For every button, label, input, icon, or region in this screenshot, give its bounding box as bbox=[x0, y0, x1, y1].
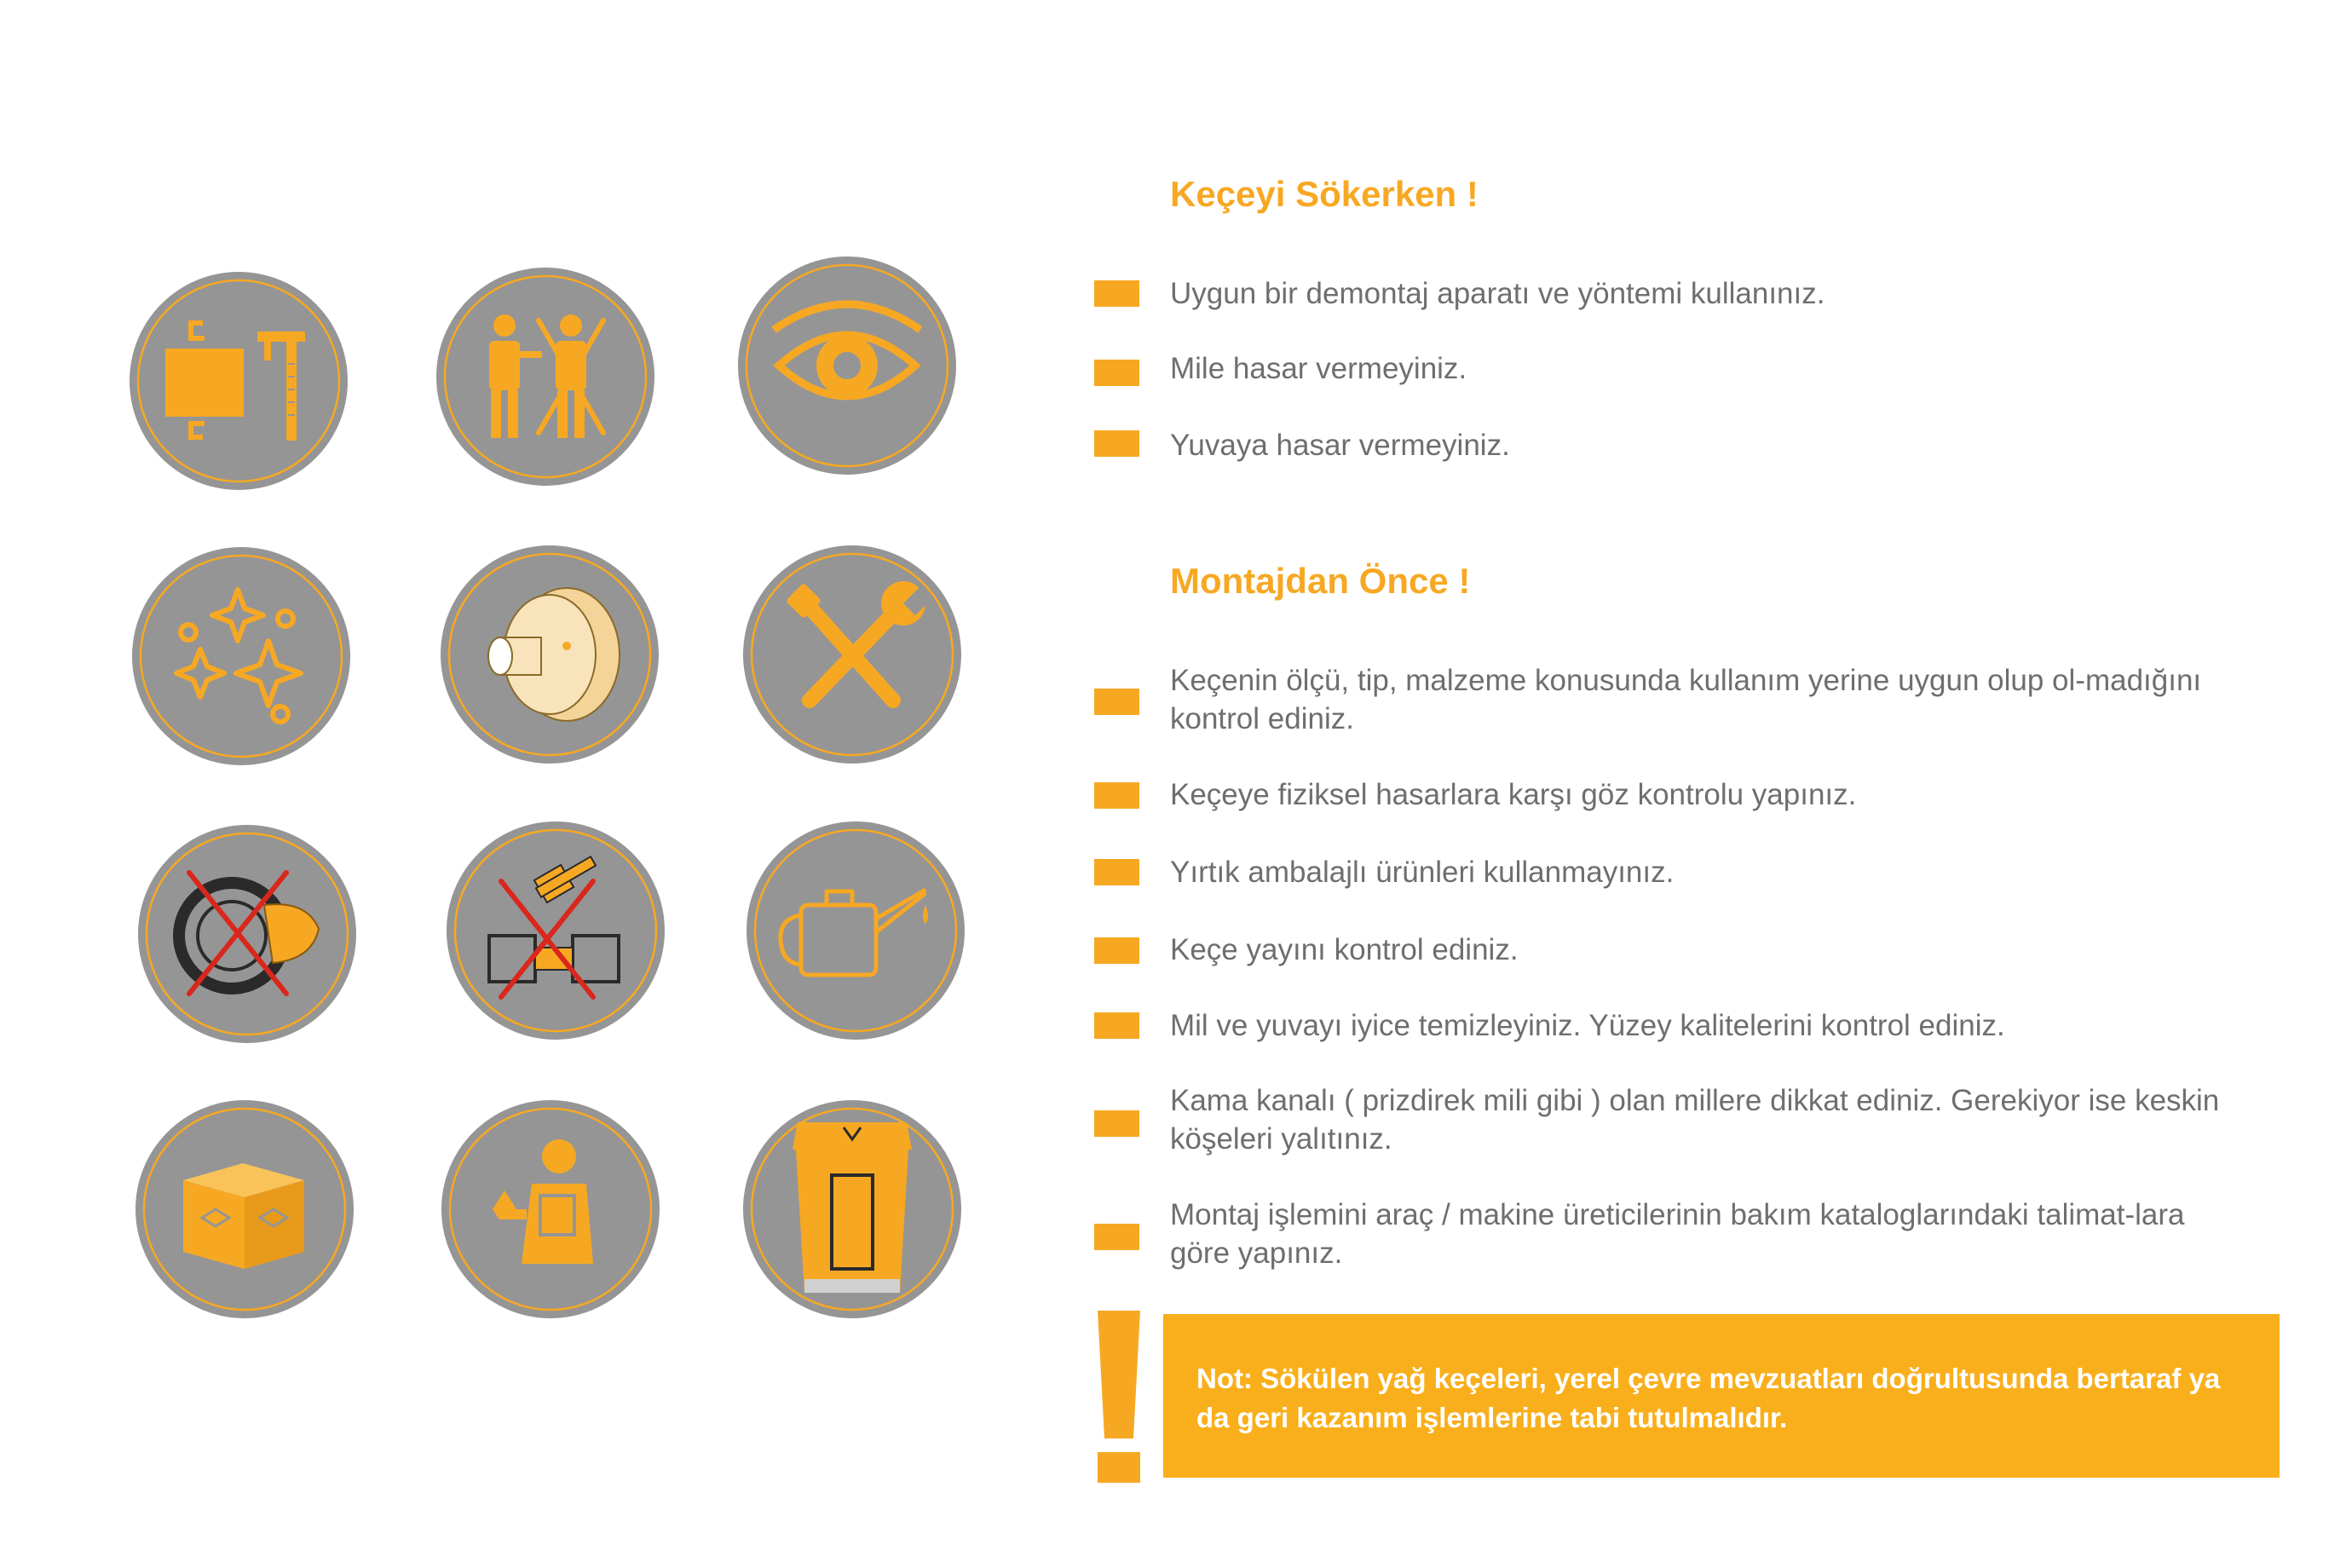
section-title-dismantling: Keçeyi Sökerken ! bbox=[1170, 174, 1479, 214]
tools-icon bbox=[741, 544, 963, 765]
list-item-text: Keçe yayını kontrol ediniz. bbox=[1170, 933, 1519, 966]
seal-component-icon bbox=[439, 544, 660, 765]
list-item-text: Mil ve yuvayı iyice temizleyiniz. Yüzey kalitelerini kontrol ediniz. bbox=[1170, 1009, 2005, 1042]
measure-parts-icon bbox=[128, 270, 349, 492]
bullet-marker bbox=[1094, 1110, 1139, 1137]
section-title-before-mounting: Montajdan Önce ! bbox=[1170, 561, 1471, 601]
qualified-personnel-icon bbox=[435, 266, 656, 487]
list-item-text: Mile hasar vermeyiniz. bbox=[1170, 352, 1467, 385]
bullet-marker bbox=[1094, 1224, 1139, 1250]
recycle-bin-icon bbox=[741, 1098, 963, 1320]
read-manual-icon bbox=[440, 1098, 661, 1320]
list-item-text: Keçeye fiziksel hasarlara karşı göz kontrolu yapınız. bbox=[1170, 778, 1857, 811]
no-hammer-icon bbox=[445, 820, 666, 1041]
oil-can-icon bbox=[745, 820, 966, 1041]
list-item-text: Yuvaya hasar vermeyiniz. bbox=[1170, 429, 1510, 462]
bullet-marker bbox=[1094, 430, 1139, 457]
list-item-text: Keçenin ölçü, tip, malzeme konusunda kullanım yerine uygun olup ol-madığını kontrol ediniz. bbox=[1170, 664, 2202, 735]
exclamation-icon bbox=[1094, 1311, 1144, 1483]
bullet-marker bbox=[1094, 280, 1139, 307]
bullet-marker bbox=[1094, 1012, 1139, 1039]
bullet-marker bbox=[1094, 782, 1139, 809]
list-item-text: Kama kanalı ( prizdirek mili gibi ) olan millere dikkat ediniz. Gerekiyor ise keskin köşeleri yalıtınız. bbox=[1170, 1084, 2220, 1156]
bullet-marker bbox=[1094, 859, 1139, 885]
bullet-marker bbox=[1094, 360, 1139, 386]
skf-box-icon bbox=[134, 1098, 355, 1320]
visual-inspection-eye-icon bbox=[736, 255, 958, 476]
bullet-marker bbox=[1094, 937, 1139, 964]
list-item-text: Montaj işlemini araç / makine üreticilerinin bakım kataloglarındaki talimat-lara göre yapınız. bbox=[1170, 1198, 2185, 1270]
bullet-marker bbox=[1094, 689, 1139, 715]
clean-sparkle-icon bbox=[130, 545, 352, 767]
no-force-seal-icon bbox=[136, 823, 358, 1045]
note-text: Not: Sökülen yağ keçeleri, yerel çevre mevzuatları doğrultusunda bertaraf ya da geri kazanım işlemlerine tabi tutulmalıdır. bbox=[1196, 1363, 2221, 1433]
list-item-text: Yırtık ambalajlı ürünleri kullanmayınız. bbox=[1170, 856, 1675, 889]
list-item-text: Uygun bir demontaj aparatı ve yöntemi kullanınız. bbox=[1170, 277, 1825, 310]
note-box bbox=[1163, 1314, 2280, 1478]
